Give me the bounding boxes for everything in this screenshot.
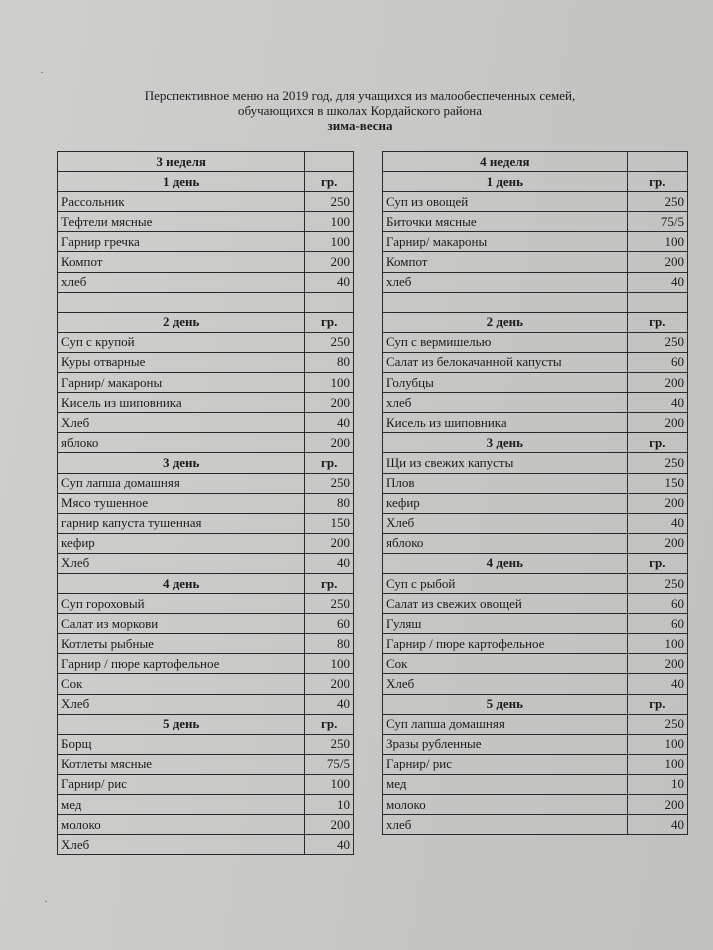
day-header-row (383, 172, 688, 192)
menu-item-row (58, 533, 354, 553)
dish-name: Тефтели мясные (58, 212, 305, 232)
dish-name: мед (58, 795, 305, 815)
dish-quantity: 200 (305, 674, 354, 694)
dish-name: Гарнир / пюре картофельное (383, 634, 628, 654)
menu-item-row (58, 795, 354, 815)
dish-name: Куры отварные (58, 352, 305, 372)
dish-quantity: 200 (627, 373, 687, 393)
menu-item-row (58, 774, 354, 794)
dish-name: Суп гороховый (58, 594, 305, 614)
dish-name: хлеб (383, 272, 628, 292)
menu-item-row (383, 654, 688, 674)
menu-item-row (58, 594, 354, 614)
dish-name: Гарнир/ рис (383, 754, 628, 774)
menu-item-row (383, 352, 688, 372)
unit-header: гр. (627, 312, 687, 332)
week-3-menu-table (57, 151, 354, 855)
dish-quantity: 40 (627, 393, 687, 413)
menu-item-row (383, 815, 688, 835)
dish-quantity: 200 (627, 252, 687, 272)
day-header: 5 день (383, 694, 628, 714)
dish-name: Компот (383, 252, 628, 272)
menu-item-row (58, 373, 354, 393)
dish-name: Суп лапша домашняя (58, 473, 305, 493)
dish-quantity: 250 (627, 332, 687, 352)
menu-item-row (383, 393, 688, 413)
menu-item-row (383, 373, 688, 393)
dish-quantity: 200 (305, 815, 354, 835)
dish-quantity: 40 (305, 553, 354, 573)
menu-item-row (58, 292, 354, 312)
dish-name: Гарнир гречка (58, 232, 305, 252)
dish-quantity (627, 292, 687, 312)
dish-quantity: 40 (627, 674, 687, 694)
menu-item-row (58, 734, 354, 754)
week-header-blank (305, 152, 354, 172)
dish-quantity: 40 (627, 815, 687, 835)
menu-item-row (58, 493, 354, 513)
dish-name: Суп с вермишелью (383, 332, 628, 352)
day-header-row (383, 433, 688, 453)
menu-item-row (383, 754, 688, 774)
dish-quantity: 10 (305, 795, 354, 815)
day-header: 1 день (58, 172, 305, 192)
dish-name: яблоко (58, 433, 305, 453)
dish-name: Биточки мясные (383, 212, 628, 232)
dish-quantity: 10 (627, 774, 687, 794)
menu-item-row (383, 734, 688, 754)
menu-item-row (58, 252, 354, 272)
menu-item-row (383, 795, 688, 815)
dish-name: Гарнир/ рис (58, 774, 305, 794)
dish-name: хлеб (383, 393, 628, 413)
menu-item-row (58, 393, 354, 413)
menu-item-row (58, 473, 354, 493)
day-header: 2 день (383, 312, 628, 332)
menu-item-row (58, 835, 354, 855)
dish-name: Суп с крупой (58, 332, 305, 352)
menu-item-row (58, 232, 354, 252)
week-header-row (383, 152, 688, 172)
day-header: 3 день (383, 433, 628, 453)
unit-header: гр. (305, 573, 354, 593)
dish-quantity: 250 (305, 332, 354, 352)
menu-item-row (383, 252, 688, 272)
dish-name: кефир (383, 493, 628, 513)
dish-name: Кисель из шиповника (58, 393, 305, 413)
dish-quantity: 100 (627, 634, 687, 654)
dish-name: Гуляш (383, 614, 628, 634)
day-header-row (383, 694, 688, 714)
dish-quantity: 200 (627, 654, 687, 674)
dish-name: Зразы рубленные (383, 734, 628, 754)
dish-quantity: 200 (305, 433, 354, 453)
dish-name: молоко (58, 815, 305, 835)
title-line-1: Перспективное меню на 2019 год, для учащихся из малообеспеченных семей, (144, 88, 576, 103)
menu-item-row (58, 212, 354, 232)
dish-quantity: 200 (305, 252, 354, 272)
unit-header: гр. (305, 172, 354, 192)
day-header-row (383, 553, 688, 573)
dish-name: кефир (58, 533, 305, 553)
unit-header: гр. (627, 172, 687, 192)
dish-name: Салат из моркови (58, 614, 305, 634)
menu-item-row (383, 272, 688, 292)
menu-item-row (58, 754, 354, 774)
menu-item-row (383, 413, 688, 433)
menu-item-row (58, 413, 354, 433)
dish-quantity: 40 (305, 835, 354, 855)
day-header-row (383, 312, 688, 332)
dish-name: Сок (58, 674, 305, 694)
dish-name: хлеб (58, 272, 305, 292)
dish-name: Кисель из шиповника (383, 413, 628, 433)
menu-item-row (58, 614, 354, 634)
menu-item-row (58, 352, 354, 372)
dish-quantity: 40 (305, 413, 354, 433)
dish-quantity: 250 (627, 714, 687, 734)
week-header-row (58, 152, 354, 172)
dish-name: мед (383, 774, 628, 794)
day-header-row (58, 453, 354, 473)
week-header-blank (627, 152, 687, 172)
dish-name: Суп лапша домашняя (383, 714, 628, 734)
menu-item-row (383, 493, 688, 513)
dish-name (58, 292, 305, 312)
dish-name: Салат из свежих овощей (383, 594, 628, 614)
dish-quantity: 200 (627, 493, 687, 513)
day-header: 5 день (58, 714, 305, 734)
menu-item-row (383, 513, 688, 533)
dish-name: Компот (58, 252, 305, 272)
day-header: 3 день (58, 453, 305, 473)
menu-item-row (58, 513, 354, 533)
week-header: 3 неделя (58, 152, 305, 172)
dish-name: хлеб (383, 815, 628, 835)
menu-item-row (383, 714, 688, 734)
title-line-2: обучающихся в школах Кордайского района (238, 103, 482, 118)
dish-quantity: 150 (305, 513, 354, 533)
dish-name: Голубцы (383, 373, 628, 393)
dish-name: молоко (383, 795, 628, 815)
menu-item-row (383, 774, 688, 794)
menu-item-row (58, 272, 354, 292)
dish-quantity: 250 (305, 594, 354, 614)
unit-header: гр. (305, 714, 354, 734)
menu-item-row (383, 573, 688, 593)
dish-name: Салат из белокачанной капусты (383, 352, 628, 372)
dish-quantity: 100 (627, 754, 687, 774)
unit-header: гр. (627, 433, 687, 453)
day-header: 4 день (383, 553, 628, 573)
dish-name: Плов (383, 473, 628, 493)
day-header-row (58, 312, 354, 332)
dish-quantity: 100 (627, 232, 687, 252)
dish-quantity: 40 (305, 694, 354, 714)
dish-name: Гарнир / пюре картофельное (58, 654, 305, 674)
dish-quantity: 150 (627, 473, 687, 493)
dish-name: Сок (383, 654, 628, 674)
dish-quantity: 60 (627, 614, 687, 634)
dish-name: Щи из свежих капусты (383, 453, 628, 473)
menu-item-row (58, 674, 354, 694)
document-title (60, 88, 660, 133)
menu-item-row (383, 232, 688, 252)
dish-quantity: 100 (305, 373, 354, 393)
dish-quantity: 100 (305, 212, 354, 232)
title-season: зима-весна (327, 118, 393, 133)
dish-quantity: 250 (305, 734, 354, 754)
day-header-row (58, 573, 354, 593)
menu-item-row (58, 654, 354, 674)
day-header: 4 день (58, 573, 305, 593)
dish-quantity: 250 (627, 192, 687, 212)
menu-item-row (383, 192, 688, 212)
dish-quantity: 80 (305, 493, 354, 513)
dish-name: Хлеб (58, 694, 305, 714)
dish-quantity (305, 292, 354, 312)
dish-quantity: 250 (627, 573, 687, 593)
dish-name (383, 292, 628, 312)
dish-quantity: 250 (305, 192, 354, 212)
dish-quantity: 100 (627, 734, 687, 754)
dish-name: Хлеб (383, 513, 628, 533)
day-header-row (58, 714, 354, 734)
menu-item-row (383, 594, 688, 614)
dish-quantity: 100 (305, 232, 354, 252)
dish-quantity: 100 (305, 654, 354, 674)
menu-item-row (383, 473, 688, 493)
week-4-menu-table (382, 151, 688, 835)
dish-quantity: 250 (305, 473, 354, 493)
dish-name: Хлеб (58, 835, 305, 855)
day-header: 2 день (58, 312, 305, 332)
menu-item-row (383, 674, 688, 694)
dish-name: Хлеб (58, 413, 305, 433)
scan-speck: · (40, 67, 44, 79)
dish-name: Гарнир/ макароны (383, 232, 628, 252)
dish-name: Борщ (58, 734, 305, 754)
unit-header: гр. (305, 312, 354, 332)
dish-name: гарнир капуста тушенная (58, 513, 305, 533)
day-header-row (58, 172, 354, 192)
week-header: 4 неделя (383, 152, 628, 172)
menu-item-row (58, 694, 354, 714)
menu-item-row (383, 453, 688, 473)
dish-quantity: 200 (627, 533, 687, 553)
dish-name: Суп с рыбой (383, 573, 628, 593)
dish-name: Гарнир/ макароны (58, 373, 305, 393)
dish-quantity: 80 (305, 352, 354, 372)
dish-quantity: 80 (305, 634, 354, 654)
dish-quantity: 200 (627, 795, 687, 815)
dish-quantity: 200 (627, 413, 687, 433)
dish-quantity: 40 (305, 272, 354, 292)
dish-quantity: 75/5 (627, 212, 687, 232)
menu-item-row (58, 815, 354, 835)
unit-header: гр. (305, 453, 354, 473)
scan-speck: · (44, 896, 48, 908)
dish-name: яблоко (383, 533, 628, 553)
dish-name: Хлеб (58, 553, 305, 573)
menu-item-row (383, 614, 688, 634)
day-header: 1 день (383, 172, 628, 192)
dish-name: Рассольник (58, 192, 305, 212)
menu-item-row (58, 553, 354, 573)
menu-item-row (58, 192, 354, 212)
menu-item-row (383, 332, 688, 352)
dish-name: Мясо тушенное (58, 493, 305, 513)
dish-name: Котлеты мясные (58, 754, 305, 774)
menu-item-row (383, 634, 688, 654)
dish-name: Котлеты рыбные (58, 634, 305, 654)
dish-quantity: 100 (305, 774, 354, 794)
menu-item-row (383, 533, 688, 553)
dish-name: Суп из овощей (383, 192, 628, 212)
menu-item-row (383, 292, 688, 312)
dish-quantity: 250 (627, 453, 687, 473)
unit-header: гр. (627, 694, 687, 714)
dish-quantity: 75/5 (305, 754, 354, 774)
dish-quantity: 40 (627, 272, 687, 292)
dish-quantity: 60 (305, 614, 354, 634)
dish-quantity: 60 (627, 594, 687, 614)
menu-item-row (58, 433, 354, 453)
dish-quantity: 200 (305, 533, 354, 553)
menu-item-row (58, 332, 354, 352)
menu-item-row (58, 634, 354, 654)
dish-quantity: 60 (627, 352, 687, 372)
unit-header: гр. (627, 553, 687, 573)
dish-name: Хлеб (383, 674, 628, 694)
dish-quantity: 200 (305, 393, 354, 413)
dish-quantity: 40 (627, 513, 687, 533)
menu-item-row (383, 212, 688, 232)
